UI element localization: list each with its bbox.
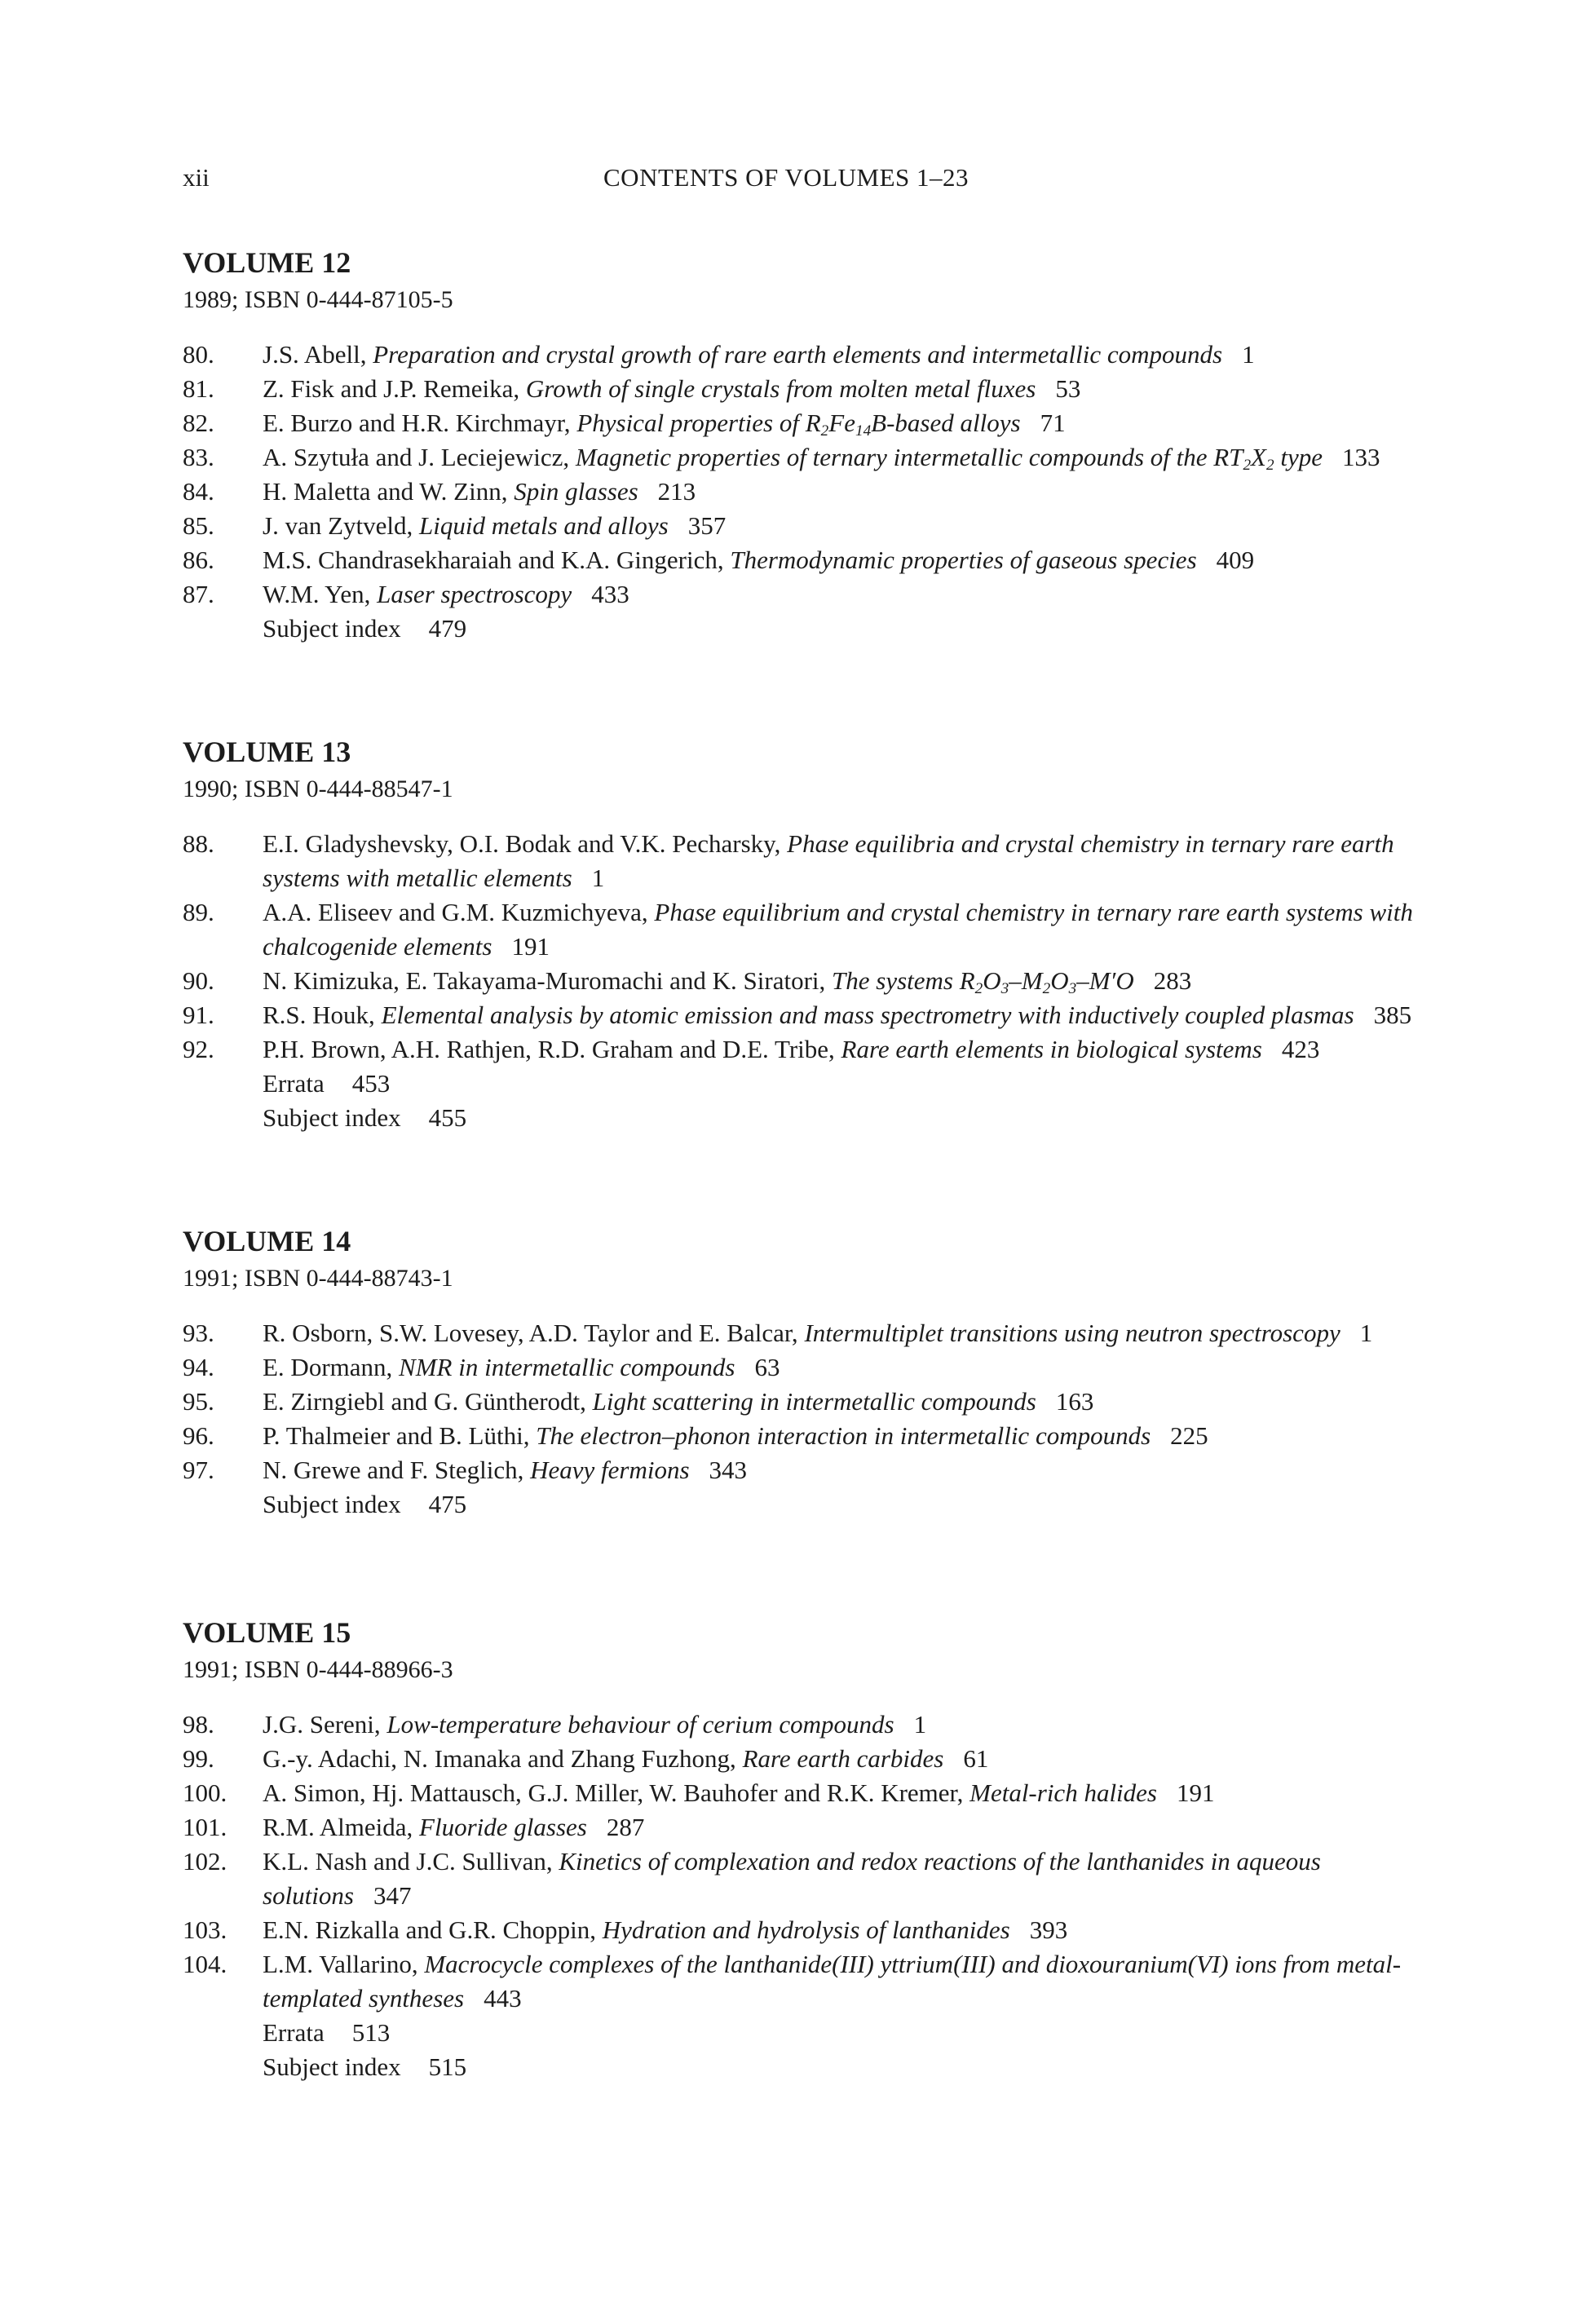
entry-page: 393 <box>1029 1915 1068 1944</box>
index-label: Subject index <box>263 1490 401 1518</box>
index-entry <box>183 1487 1414 1522</box>
entry-page: 385 <box>1373 1001 1412 1029</box>
entry-list <box>183 827 1414 1135</box>
volume-title: VOLUME 15 <box>183 1616 351 1649</box>
entry-number: 98. <box>183 1710 214 1739</box>
entry-body <box>263 1913 1414 1947</box>
volume-isbn: 1991; ISBN 0-444-88966-3 <box>183 1656 453 1683</box>
entry-page: 1 <box>591 864 605 892</box>
chapter-entry <box>183 1810 1414 1845</box>
chapter-entry <box>183 543 1414 577</box>
entry-title: Phase equilibria and crystal chemistry in ternary rare earth systems with metallic elements <box>263 829 1394 892</box>
entry-page: 357 <box>687 511 727 540</box>
entry-number: 94. <box>183 1353 214 1381</box>
entry-number: 102. <box>183 1847 227 1876</box>
entry-page: 409 <box>1216 546 1255 574</box>
entry-list <box>183 1708 1414 2084</box>
entry-list <box>183 1316 1414 1522</box>
entry-body <box>263 1776 1414 1810</box>
entry-number: 104. <box>183 1950 227 1978</box>
volume-section <box>183 1223 1414 1522</box>
volume-title: VOLUME 13 <box>183 736 351 768</box>
entry-authors: N. Grewe and F. Steglich, <box>263 1456 524 1484</box>
index-page: 475 <box>428 1490 467 1518</box>
entry-body <box>263 1708 1414 1742</box>
volume-isbn: 1991; ISBN 0-444-88743-1 <box>183 1265 453 1292</box>
entry-body <box>263 1845 1414 1913</box>
entry-page: 287 <box>606 1813 645 1841</box>
entry-number: 99. <box>183 1744 214 1773</box>
entry-authors: A. Szytuła and J. Leciejewicz, <box>263 443 570 471</box>
chapter-entry <box>183 577 1414 612</box>
chapter-entry <box>183 1947 1414 2016</box>
volume-isbn: 1990; ISBN 0-444-88547-1 <box>183 775 453 802</box>
entry-title: Intermultiplet transitions using neutron spectroscopy <box>804 1319 1340 1347</box>
entry-number: 80. <box>183 340 214 369</box>
chapter-entry <box>183 509 1414 543</box>
entry-body <box>263 1385 1414 1419</box>
entry-body <box>263 964 1414 998</box>
running-head <box>183 163 1414 204</box>
entry-body <box>263 1419 1414 1453</box>
entry-page: 61 <box>963 1744 989 1773</box>
entry-authors: P.H. Brown, A.H. Rathjen, R.D. Graham and D.E. Tribe, <box>263 1035 835 1063</box>
running-title: CONTENTS OF VOLUMES 1–23 <box>603 163 969 192</box>
entry-authors: R.S. Houk, <box>263 1001 375 1029</box>
entry-title: Spin glasses <box>514 477 638 506</box>
volume-isbn: 1989; ISBN 0-444-87105-5 <box>183 286 453 313</box>
chapter-entry <box>183 1708 1414 1742</box>
volume-section <box>183 245 1414 646</box>
entry-authors: Z. Fisk and J.P. Remeika, <box>263 374 520 403</box>
volume-title: VOLUME 14 <box>183 1225 351 1257</box>
page-number: xii <box>183 163 210 192</box>
entry-body <box>263 1316 1414 1350</box>
entry-body <box>263 577 1414 612</box>
entry-page: 1 <box>1242 340 1255 369</box>
entry-title: Heavy fermions <box>530 1456 690 1484</box>
entry-authors: E. Dormann, <box>263 1353 393 1381</box>
entry-body <box>263 1947 1414 2016</box>
entry-body <box>263 543 1414 577</box>
entry-body <box>263 1032 1414 1067</box>
entry-body <box>263 406 1414 440</box>
index-page: 513 <box>351 2018 391 2047</box>
index-entry <box>183 612 1414 646</box>
entry-number: 101. <box>183 1813 227 1841</box>
index-page: 479 <box>428 614 467 643</box>
entry-authors: H. Maletta and W. Zinn, <box>263 477 508 506</box>
chapter-entry <box>183 964 1414 998</box>
chapter-entry <box>183 1845 1414 1913</box>
entry-title: Thermodynamic properties of gaseous species <box>730 546 1197 574</box>
entry-body <box>263 1810 1414 1845</box>
chapter-entry <box>183 895 1414 964</box>
entry-page: 133 <box>1341 443 1380 471</box>
entry-number: 87. <box>183 580 214 608</box>
entry-authors: E. Burzo and H.R. Kirchmayr, <box>263 409 571 437</box>
entry-page: 1 <box>1359 1319 1373 1347</box>
entry-authors: A. Simon, Hj. Mattausch, G.J. Miller, W. Bauhofer and R.K. Kremer, <box>263 1778 964 1807</box>
entry-authors: J.G. Sereni, <box>263 1710 381 1739</box>
chapter-entry <box>183 1453 1414 1487</box>
entry-title: Laser spectroscopy <box>377 580 572 608</box>
entry-body <box>263 338 1414 372</box>
entry-title: Fluoride glasses <box>419 1813 587 1841</box>
entry-number: 92. <box>183 1035 214 1063</box>
entry-authors: J. van Zytveld, <box>263 511 413 540</box>
index-page: 453 <box>351 1069 391 1098</box>
entry-body <box>263 998 1414 1032</box>
entry-page: 1 <box>913 1710 927 1739</box>
chapter-entry <box>183 998 1414 1032</box>
entry-title: Growth of single crystals from molten metal fluxes <box>525 374 1036 403</box>
entry-number: 82. <box>183 409 214 437</box>
chapter-entry <box>183 1316 1414 1350</box>
index-entry <box>183 1067 1414 1101</box>
entry-authors: N. Kimizuka, E. Takayama-Muromachi and K. Siratori, <box>263 966 826 995</box>
entry-number: 97. <box>183 1456 214 1484</box>
entry-title: Rare earth elements in biological systems <box>841 1035 1262 1063</box>
entry-number: 93. <box>183 1319 214 1347</box>
entry-page: 191 <box>1177 1778 1215 1807</box>
entry-number: 88. <box>183 829 214 858</box>
entry-number: 90. <box>183 966 214 995</box>
entry-page: 283 <box>1153 966 1192 995</box>
entry-authors: L.M. Vallarino, <box>263 1950 418 1978</box>
entry-title: Hydration and hydrolysis of lanthanides <box>602 1915 1010 1944</box>
index-label: Subject index <box>263 1103 401 1132</box>
entry-body <box>263 1350 1414 1385</box>
entry-authors: A.A. Eliseev and G.M. Kuzmichyeva, <box>263 898 648 926</box>
chapter-entry <box>183 1032 1414 1067</box>
volume-title: VOLUME 12 <box>183 246 351 279</box>
index-page: 515 <box>428 2052 467 2081</box>
entry-page: 423 <box>1281 1035 1320 1063</box>
entry-authors: G.-y. Adachi, N. Imanaka and Zhang Fuzhong, <box>263 1744 736 1773</box>
index-page: 455 <box>428 1103 467 1132</box>
entry-title: Physical properties of $R_2Fe_{14}B$-based alloys <box>576 409 1021 440</box>
index-entry <box>183 1101 1414 1135</box>
index-label: Subject index <box>263 2052 401 2081</box>
chapter-entry <box>183 338 1414 372</box>
entry-page: 347 <box>373 1881 412 1910</box>
entry-page: 213 <box>657 477 696 506</box>
entry-number: 85. <box>183 511 214 540</box>
entry-number: 81. <box>183 374 214 403</box>
entry-title: Liquid metals and alloys <box>419 511 669 540</box>
entry-authors: E.I. Gladyshevsky, O.I. Bodak and V.K. Pecharsky, <box>263 829 781 858</box>
entry-title: The electron–phonon interaction in intermetallic compounds <box>536 1421 1151 1450</box>
entry-authors: W.M. Yen, <box>263 580 371 608</box>
entry-title: Preparation and crystal growth of rare earth elements and intermetallic compounds <box>373 340 1223 369</box>
entry-page: 63 <box>754 1353 780 1381</box>
chapter-entry <box>183 1350 1414 1385</box>
entry-title: Rare earth carbides <box>742 1744 944 1773</box>
index-label: Errata <box>263 2018 325 2047</box>
entry-number: 100. <box>183 1778 227 1807</box>
entry-page: 53 <box>1055 374 1081 403</box>
chapter-entry <box>183 440 1414 475</box>
entry-authors: J.S. Abell, <box>263 340 367 369</box>
entry-authors: R.M. Almeida, <box>263 1813 413 1841</box>
entry-body <box>263 1742 1414 1776</box>
entry-title: Metal-rich halides <box>969 1778 1157 1807</box>
chapter-entry <box>183 1742 1414 1776</box>
entry-number: 84. <box>183 477 214 506</box>
entry-body <box>263 895 1414 964</box>
entry-authors: P. Thalmeier and B. Lüthi, <box>263 1421 530 1450</box>
entry-body <box>263 440 1414 475</box>
entry-body <box>263 827 1414 895</box>
entry-title: Magnetic properties of ternary intermetallic compounds of the $RT_2X_2$ type <box>575 443 1323 474</box>
entry-body <box>263 372 1414 406</box>
entry-authors: K.L. Nash and J.C. Sullivan, <box>263 1847 553 1876</box>
entry-number: 83. <box>183 443 214 471</box>
chapter-entry <box>183 406 1414 440</box>
entry-body <box>263 509 1414 543</box>
entry-title: Kinetics of complexation and redox reactions of the lanthanides in aqueous solutions <box>263 1847 1321 1910</box>
chapter-entry <box>183 1913 1414 1947</box>
entry-title: Low-temperature behaviour of cerium compounds <box>386 1710 894 1739</box>
entry-body <box>263 475 1414 509</box>
entry-title: Macrocycle complexes of the lanthanide(III) yttrium(III) and dioxouranium(VI) ions from metal-templated syntheses <box>263 1950 1402 2013</box>
entry-page: 443 <box>484 1984 522 2013</box>
chapter-entry <box>183 827 1414 895</box>
chapter-entry <box>183 372 1414 406</box>
entry-page: 433 <box>591 580 629 608</box>
chapter-entry <box>183 1385 1414 1419</box>
entry-body <box>263 1453 1414 1487</box>
chapter-entry <box>183 1419 1414 1453</box>
entry-authors: M.S. Chandrasekharaiah and K.A. Gingerich, <box>263 546 724 574</box>
entry-number: 103. <box>183 1915 227 1944</box>
entry-page: 225 <box>1170 1421 1208 1450</box>
entry-title: Phase equilibrium and crystal chemistry in ternary rare earth systems with chalcogenide elements <box>263 898 1413 961</box>
index-entry <box>183 2016 1414 2050</box>
entry-title: NMR in intermetallic compounds <box>399 1353 735 1381</box>
entry-page: 71 <box>1040 409 1066 437</box>
entry-number: 95. <box>183 1387 214 1416</box>
entry-number: 89. <box>183 898 214 926</box>
volume-section <box>183 1615 1414 2084</box>
entry-number: 96. <box>183 1421 214 1450</box>
index-label: Errata <box>263 1069 325 1098</box>
entry-page: 343 <box>709 1456 748 1484</box>
index-entry <box>183 2050 1414 2084</box>
entry-page: 191 <box>511 932 550 961</box>
chapter-entry <box>183 1776 1414 1810</box>
entry-page: 163 <box>1055 1387 1094 1416</box>
entry-title: Elemental analysis by atomic emission and mass spectrometry with inductively coupled plasmas <box>381 1001 1354 1029</box>
entry-authors: E.N. Rizkalla and G.R. Choppin, <box>263 1915 596 1944</box>
entry-authors: E. Zirngiebl and G. Güntherodt, <box>263 1387 586 1416</box>
entry-authors: R. Osborn, S.W. Lovesey, A.D. Taylor and E. Balcar, <box>263 1319 798 1347</box>
volume-section <box>183 734 1414 1135</box>
entry-title: The systems $R_2O_3-M_2O_3-M'O$ <box>832 966 1134 997</box>
entry-list <box>183 338 1414 646</box>
chapter-entry <box>183 475 1414 509</box>
index-label: Subject index <box>263 614 401 643</box>
entry-number: 86. <box>183 546 214 574</box>
entry-number: 91. <box>183 1001 214 1029</box>
entry-title: Light scattering in intermetallic compounds <box>592 1387 1036 1416</box>
